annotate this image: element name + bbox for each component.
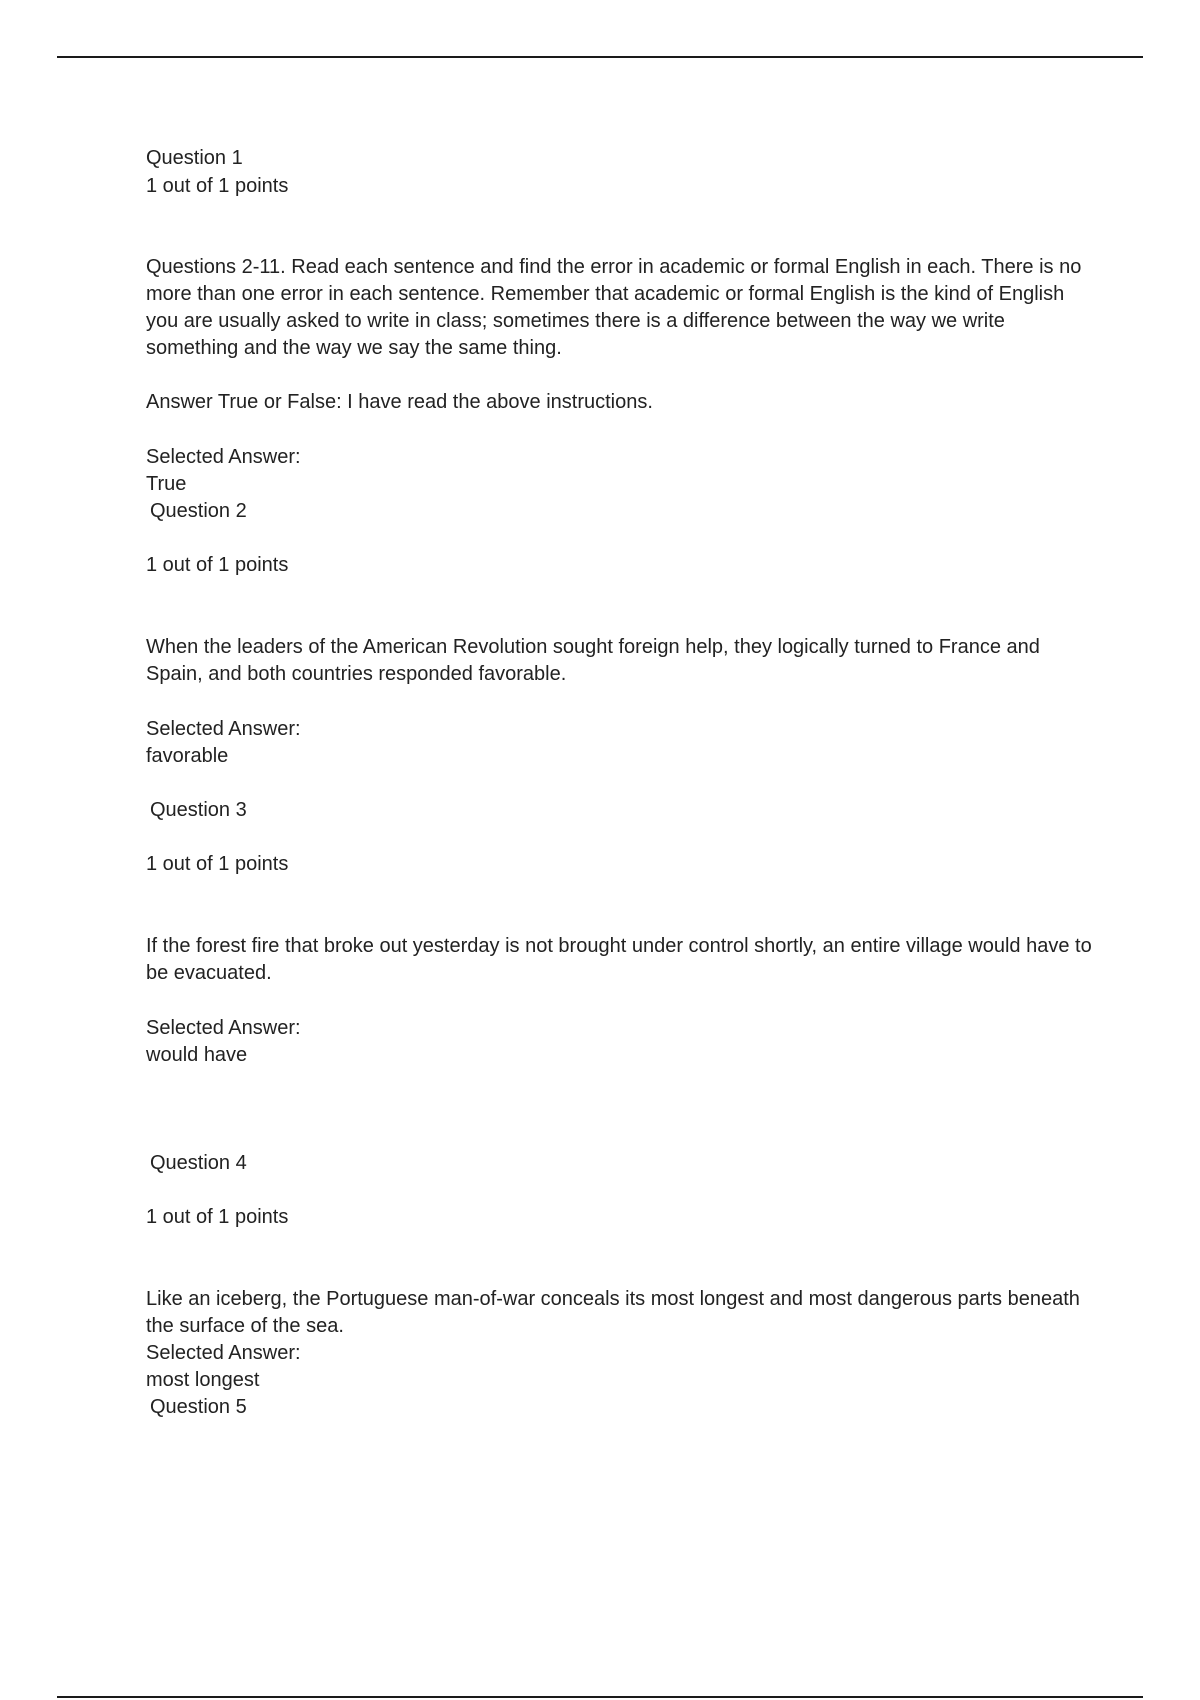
- question-4-title: Question 4: [150, 1152, 247, 1174]
- question-3-selected-answer: would have: [146, 1044, 248, 1066]
- question-3-points: 1 out of 1 points: [146, 853, 289, 875]
- question-1-points: 1 out of 1 points: [146, 175, 289, 197]
- question-1-selected-label: Selected Answer:: [146, 446, 301, 468]
- bottom-rule: [57, 1696, 1143, 1698]
- question-3-selected-label: Selected Answer:: [146, 1017, 301, 1039]
- question-1-title: Question 1: [146, 147, 243, 169]
- question-4-sentence: Like an iceberg, the Portuguese man-of-war conceals its most longest and most dangerous parts beneath the surface of the sea.: [146, 1288, 1080, 1337]
- instructions-text: Questions 2-11. Read each sentence and find the error in academic or formal English in each. There is no more than one error in each sentence. Remember that academic or formal English is the kind of English you are usually asked to write in class; sometimes there is a difference between the way we write something and the way we say the same thing.: [146, 256, 1082, 359]
- question-4-selected-answer: most longest: [146, 1369, 260, 1391]
- question-4-points: 1 out of 1 points: [146, 1206, 289, 1228]
- question-2-points: 1 out of 1 points: [146, 554, 289, 576]
- question-3-sentence: If the forest fire that broke out yesterday is not brought under control shortly, an entire village would have to be evacuated.: [146, 935, 1092, 984]
- top-rule: [57, 56, 1143, 58]
- question-1-prompt: Answer True or False: I have read the above instructions.: [146, 391, 653, 413]
- question-2-selected-label: Selected Answer:: [146, 718, 301, 740]
- question-2-title: Question 2: [150, 500, 247, 522]
- question-1-selected-answer: True: [146, 473, 187, 495]
- question-2-sentence: When the leaders of the American Revolution sought foreign help, they logically turned to France and Spain, and both countries responded favorable.: [146, 636, 1040, 685]
- question-5-title: Question 5: [150, 1396, 247, 1418]
- question-4-selected-label: Selected Answer:: [146, 1342, 301, 1364]
- question-3-title: Question 3: [150, 799, 247, 821]
- question-2-selected-answer: favorable: [146, 745, 229, 767]
